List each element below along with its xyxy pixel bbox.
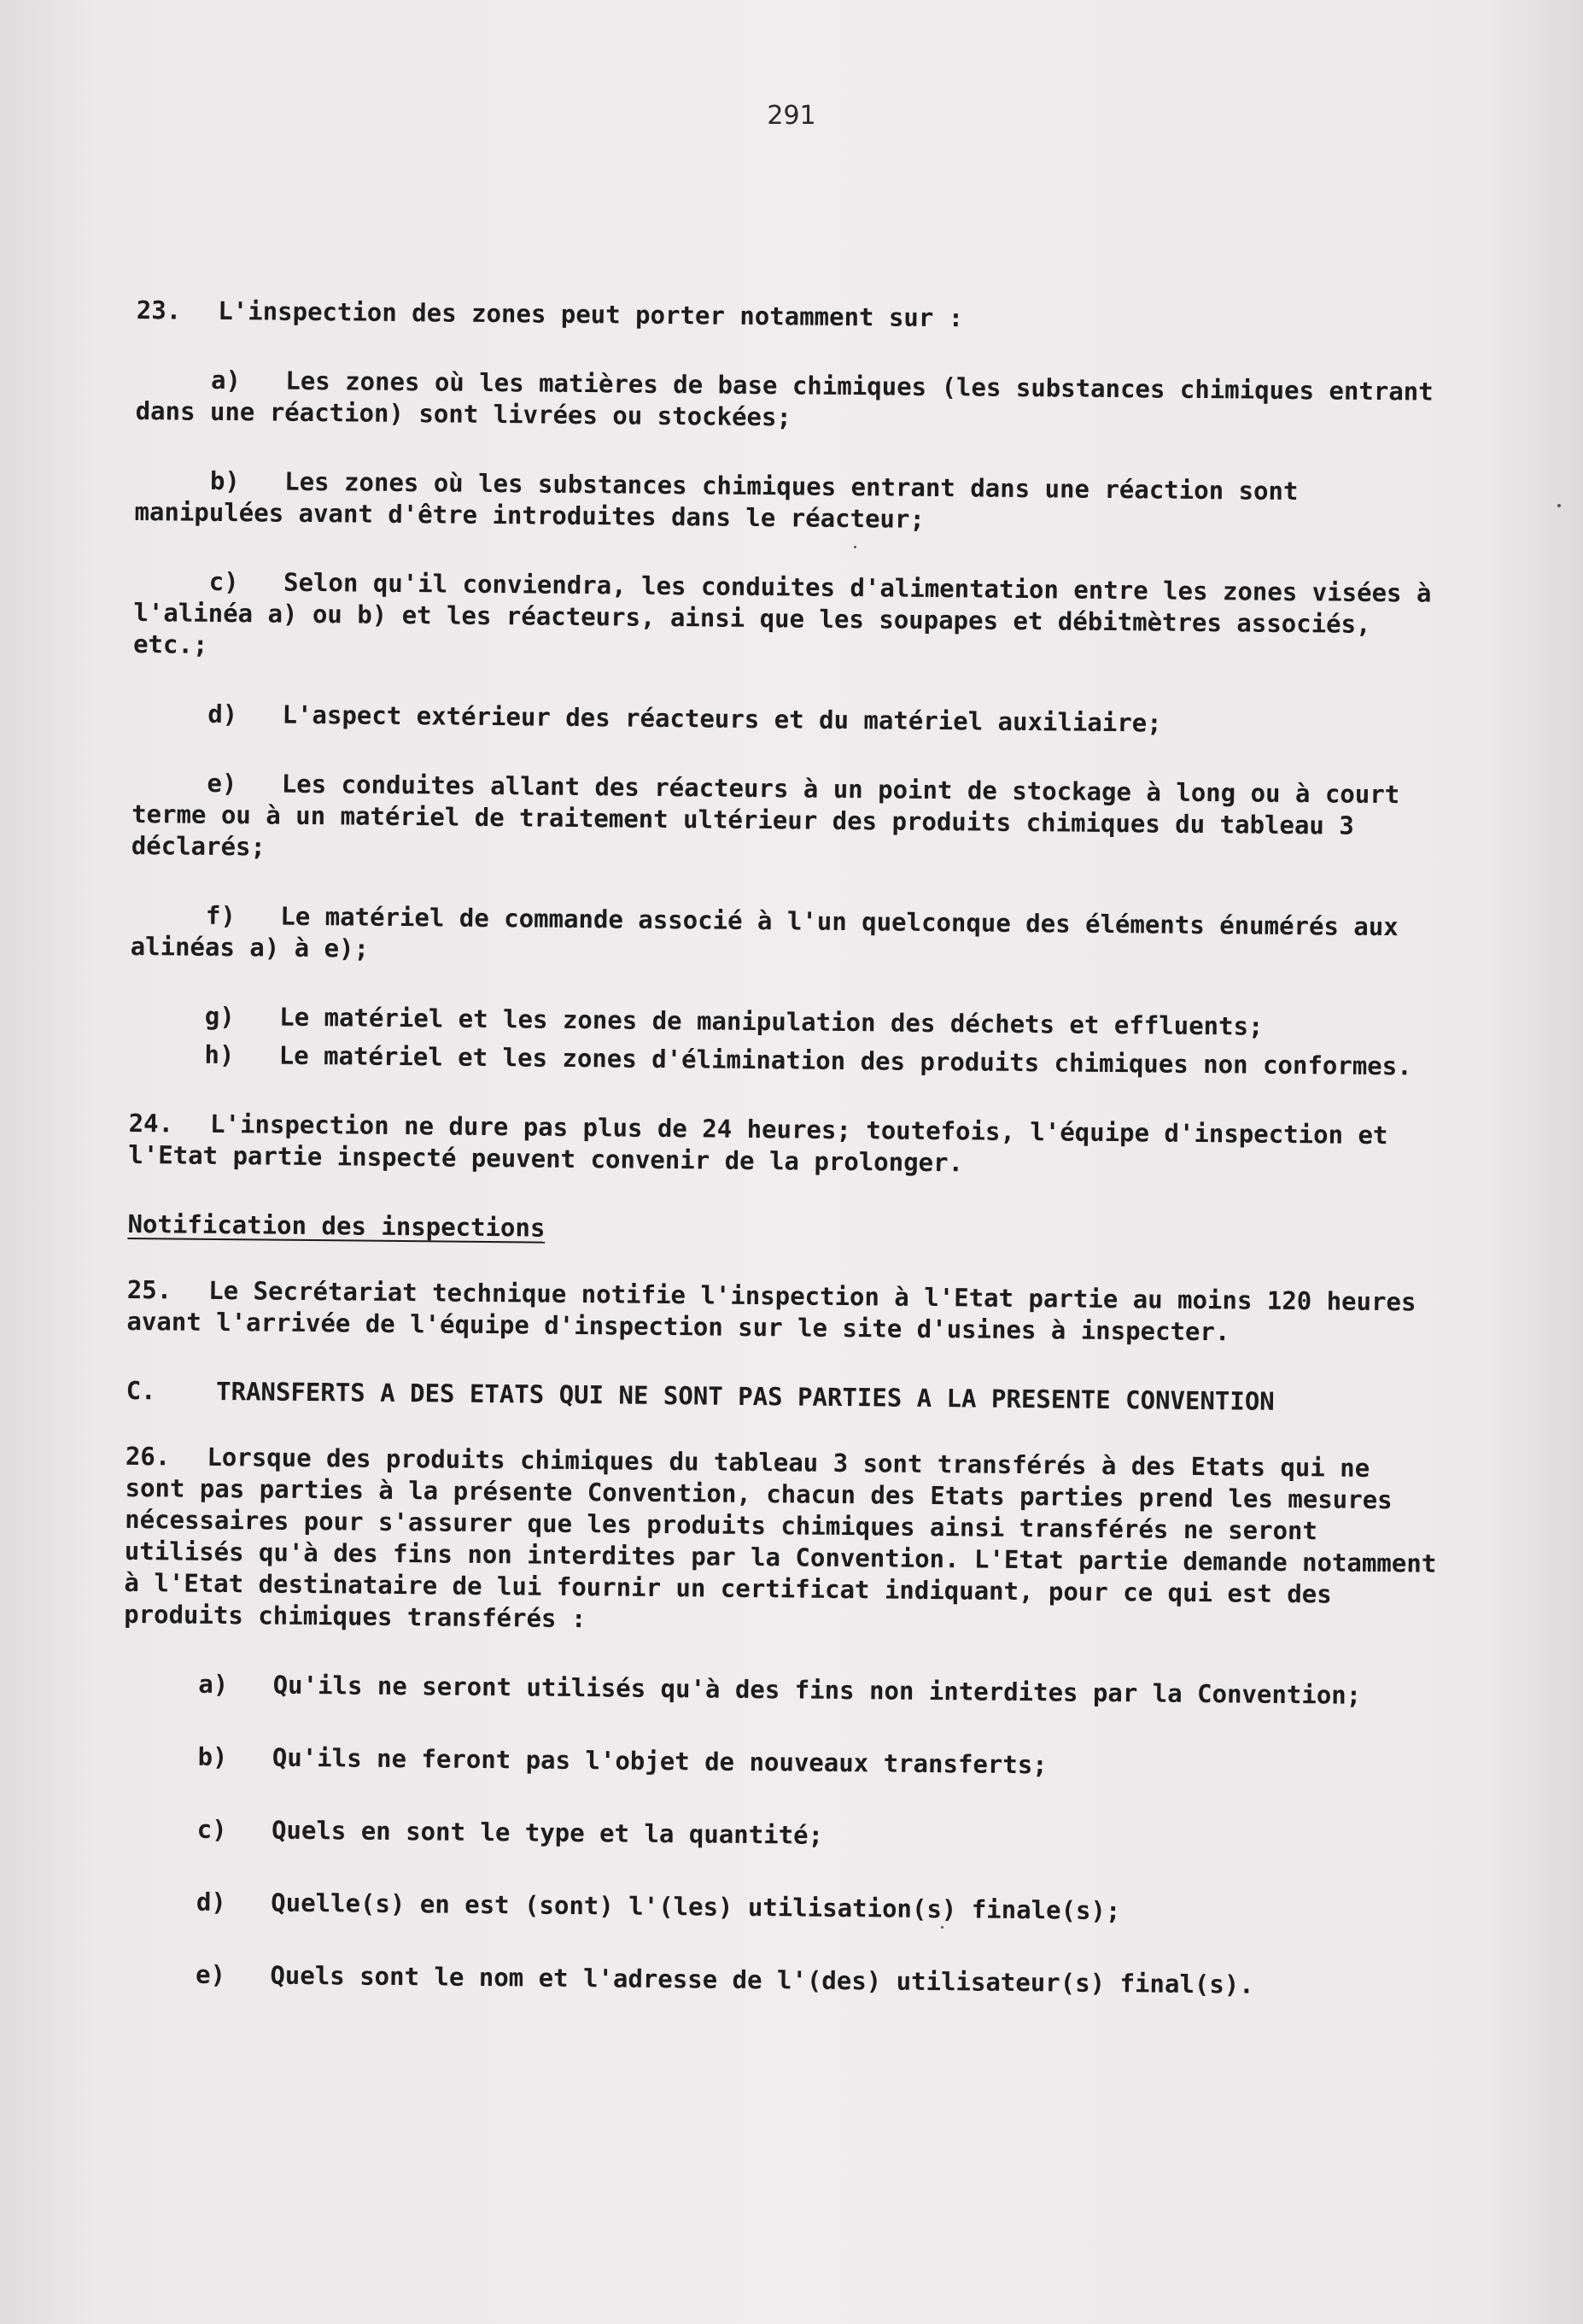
section-heading: Notification des inspections	[127, 1209, 546, 1243]
item-text: Le matériel et les zones de manipulation des déchets et effluents;	[279, 1002, 1264, 1041]
paragraph-text: L'inspection ne dure pas plus de 24 heures; toutefois, l'équipe d'inspection et l'Etat partie inspecté peuvent convenir de la prolonger.	[128, 1109, 1388, 1178]
item-26e	[120, 1958, 1435, 2003]
item-letter: c)	[196, 1814, 227, 1845]
item-text: L'aspect extérieur des réacteurs et du matériel auxiliaire;	[282, 700, 1162, 738]
item-23h	[129, 1039, 1444, 1083]
item-text: Selon qu'il conviendra, les conduites d'alimentation entre les zones visées à l'alinéa a) ou b) et les réacteurs, ainsi que les soupapes et débitmètres associés, etc.;	[132, 567, 1432, 659]
paragraph-24	[128, 1108, 1444, 1184]
item-letter: c)	[208, 566, 239, 597]
item-26d	[121, 1886, 1436, 1930]
item-23g	[130, 1000, 1445, 1045]
document-body	[120, 295, 1451, 2044]
item-text: Quelle(s) en est (sont) l'(les) utilisation(s) finale(s);	[271, 1888, 1121, 1926]
item-text: Les zones où les matières de base chimiques (les substances chimiques entrant dans une réaction) sont livrées ou stockées;	[135, 366, 1434, 432]
item-23f	[130, 899, 1446, 975]
item-26c	[122, 1813, 1437, 1858]
item-text: Quels en sont le type et la quantité;	[271, 1815, 824, 1850]
paragraph-25	[126, 1274, 1442, 1350]
scan-speck	[854, 546, 856, 548]
item-text: Le matériel et les zones d'élimination des produits chimiques non conformes.	[278, 1040, 1412, 1081]
item-text: Qu'ils ne feront pas l'objet de nouveaux transferts;	[272, 1742, 1048, 1780]
scan-speck	[941, 1926, 943, 1929]
item-letter: g)	[204, 1001, 235, 1032]
item-23e	[131, 767, 1447, 875]
item-letter: f)	[205, 900, 237, 931]
paragraph-26	[124, 1441, 1440, 1643]
paragraph-23	[137, 295, 1452, 339]
item-text: Les zones où les substances chimiques entrant dans une réaction sont manipulées avant d'être introduites dans le réacteur;	[134, 466, 1299, 534]
item-letter: d)	[207, 699, 238, 729]
item-text: Le matériel de commande associé à l'un quelconque des éléments énumérés aux alinéas a) à e);	[130, 901, 1399, 963]
paragraph-number: 24.	[128, 1108, 174, 1139]
item-letter: b)	[209, 465, 240, 496]
page-number: 291	[767, 101, 816, 131]
item-26a	[123, 1668, 1438, 1712]
item-text: Les conduites allant des réacteurs à un point de stockage à long ou à court terme ou à un matériel de traitement ultérieur des produits chimiques du tableau 3 déclarés;	[131, 769, 1400, 862]
item-letter: e)	[195, 1959, 226, 1990]
section-title: TRANSFERTS A DES ETATS QUI NE SONT PAS PARTIES A LA PRESENTE CONVENTION	[215, 1376, 1275, 1416]
item-text: Qu'ils ne seront utilisés qu'à des fins non interdites par la Convention;	[272, 1670, 1362, 1710]
paragraph-number: 25.	[126, 1274, 172, 1305]
item-letter: a)	[198, 1669, 229, 1700]
item-26b	[122, 1741, 1437, 1785]
item-letter: d)	[196, 1887, 227, 1917]
item-23b	[134, 465, 1450, 541]
item-23d	[132, 698, 1447, 742]
item-letter: h)	[204, 1039, 235, 1070]
paragraph-number: 26.	[125, 1441, 171, 1472]
item-text: Quels sont le nom et l'adresse de l'(des) utilisateur(s) final(s).	[270, 1960, 1254, 1999]
section-c-title	[126, 1375, 1441, 1420]
item-23c	[133, 565, 1449, 673]
paragraph-text: Le Secrétariat technique notifie l'inspection à l'Etat partie au moins 120 heures avant l'arrivée de l'équipe d'inspection sur le site d'usines à inspecter.	[126, 1275, 1417, 1347]
item-letter: e)	[207, 768, 237, 799]
notification-heading-wrap	[127, 1209, 1443, 1287]
section-letter: C.	[126, 1375, 156, 1406]
paragraph-number: 23.	[136, 295, 182, 325]
item-letter: b)	[197, 1742, 228, 1772]
item-letter: a)	[210, 365, 242, 395]
item-23a	[136, 364, 1452, 440]
paragraph-text: L'inspection des zones peut porter notamment sur :	[218, 296, 964, 333]
paragraph-text: Lorsque des produits chimiques du tableau 3 sont transférés à des Etats qui ne sont pas parties à la présente Convention, chacun des Etats parties prend les mesures nécessaires pour s'assurer que les produits chimiques ainsi transférés ne seront utilisés qu'à des fins non interdites par la Convention. L'Etat partie demande notamment à l'Etat destinataire de lui fournir un certificat indiquant, pour ce qui est des produits chimiques transférés :	[124, 1442, 1437, 1634]
scan-speck	[1557, 504, 1561, 507]
